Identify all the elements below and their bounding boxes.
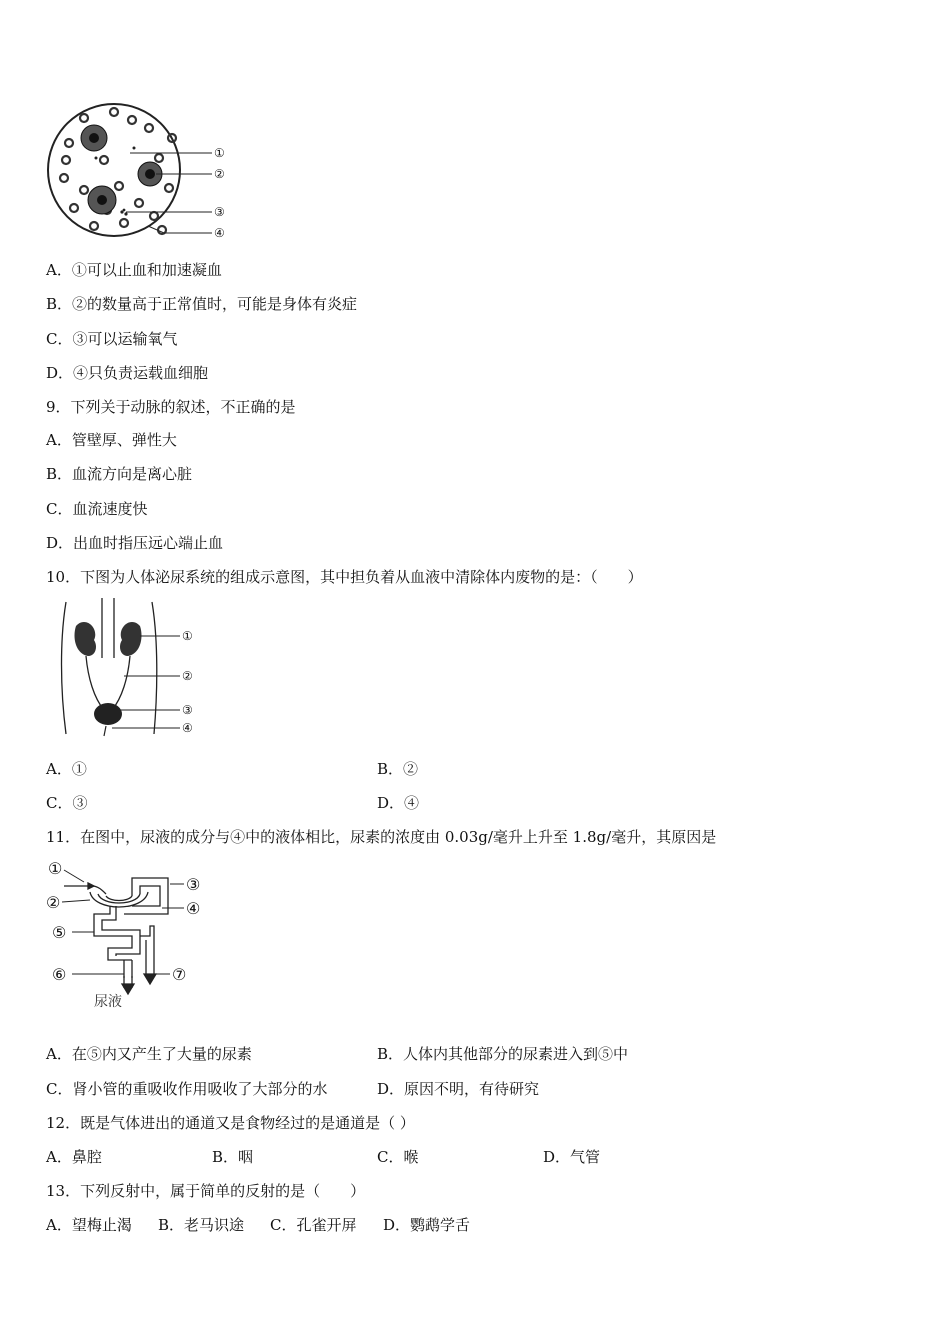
q10-option-c: C．③ xyxy=(46,794,88,812)
q9-stem: 9．下列关于动脉的叙述，不正确的是 xyxy=(46,398,296,416)
figure-label: ② xyxy=(214,167,225,181)
q11-option-b: B．人体内其他部分的尿素进入到⑤中 xyxy=(377,1045,629,1063)
q12-option-d: D．气管 xyxy=(543,1148,601,1166)
figure-label: ③ xyxy=(214,205,225,219)
nephron-figure xyxy=(44,856,214,1012)
figure-label: ④ xyxy=(182,721,193,735)
figure-label: ⑦ xyxy=(172,965,187,984)
q11-option-c: C．肾小管的重吸收作用吸收了大部分的水 xyxy=(46,1080,328,1098)
figure-label: ③ xyxy=(182,703,193,717)
q9-option-d: D．出血时指压远心端止血 xyxy=(46,534,224,552)
q8-option-d: D．④只负责运载血细胞 xyxy=(46,364,209,382)
blood-smear-figure xyxy=(44,98,244,246)
q10-option-b: B．② xyxy=(377,760,419,778)
q10-option-d: D．④ xyxy=(377,794,420,812)
figure-label: ④ xyxy=(214,226,225,240)
q12-stem: 12．既是气体进出的通道又是食物经过的是通道是（ ） xyxy=(46,1114,415,1132)
q13-option-d: D．鹦鹉学舌 xyxy=(383,1216,471,1234)
q12-option-c: C．喉 xyxy=(377,1148,419,1166)
q11-stem: 11．在图中，尿液的成分与④中的液体相比，尿素的浓度由 0.03g/毫升上升至 1.8g/毫升，其原因是 xyxy=(46,828,717,846)
q12-option-b: B．咽 xyxy=(212,1148,254,1166)
q10-option-a: A．① xyxy=(46,760,87,778)
figure-label: ① xyxy=(182,629,193,643)
figure-label: ⑥ xyxy=(52,965,67,984)
q13-stem: 13．下列反射中，属于简单的反射的是（ ） xyxy=(46,1182,366,1200)
figure-label: ② xyxy=(46,893,61,912)
q9-option-a: A．管壁厚、弹性大 xyxy=(46,431,177,449)
figure-label: ① xyxy=(48,859,63,878)
q13-option-a: A．望梅止渴 xyxy=(46,1216,132,1234)
figure-label: ⑤ xyxy=(52,923,67,942)
q8-option-a: A．①可以止血和加速凝血 xyxy=(46,261,222,279)
q8-option-b: B．②的数量高于正常值时，可能是身体有炎症 xyxy=(46,295,358,313)
q9-option-b: B．血流方向是离心脏 xyxy=(46,465,193,483)
figure-label: ④ xyxy=(186,899,201,918)
figure-label: ② xyxy=(182,669,193,683)
q10-stem: 10．下图为人体泌尿系统的组成示意图，其中担负着从血液中清除体内废物的是：（ ） xyxy=(46,568,643,586)
q9-option-c: C．血流速度快 xyxy=(46,500,148,518)
q13-option-c: C．孔雀开屏 xyxy=(270,1216,357,1234)
q8-option-c: C．③可以运输氧气 xyxy=(46,330,178,348)
figure-caption: 尿液 xyxy=(94,994,122,1010)
q13-option-b: B．老马识途 xyxy=(158,1216,245,1234)
q12-option-a: A．鼻腔 xyxy=(46,1148,102,1166)
urinary-system-figure xyxy=(58,598,208,740)
figure-label: ① xyxy=(214,146,225,160)
q11-option-d: D．原因不明，有待研究 xyxy=(377,1080,540,1098)
figure-label: ③ xyxy=(186,875,201,894)
q11-option-a: A．在⑤内又产生了大量的尿素 xyxy=(46,1045,252,1063)
